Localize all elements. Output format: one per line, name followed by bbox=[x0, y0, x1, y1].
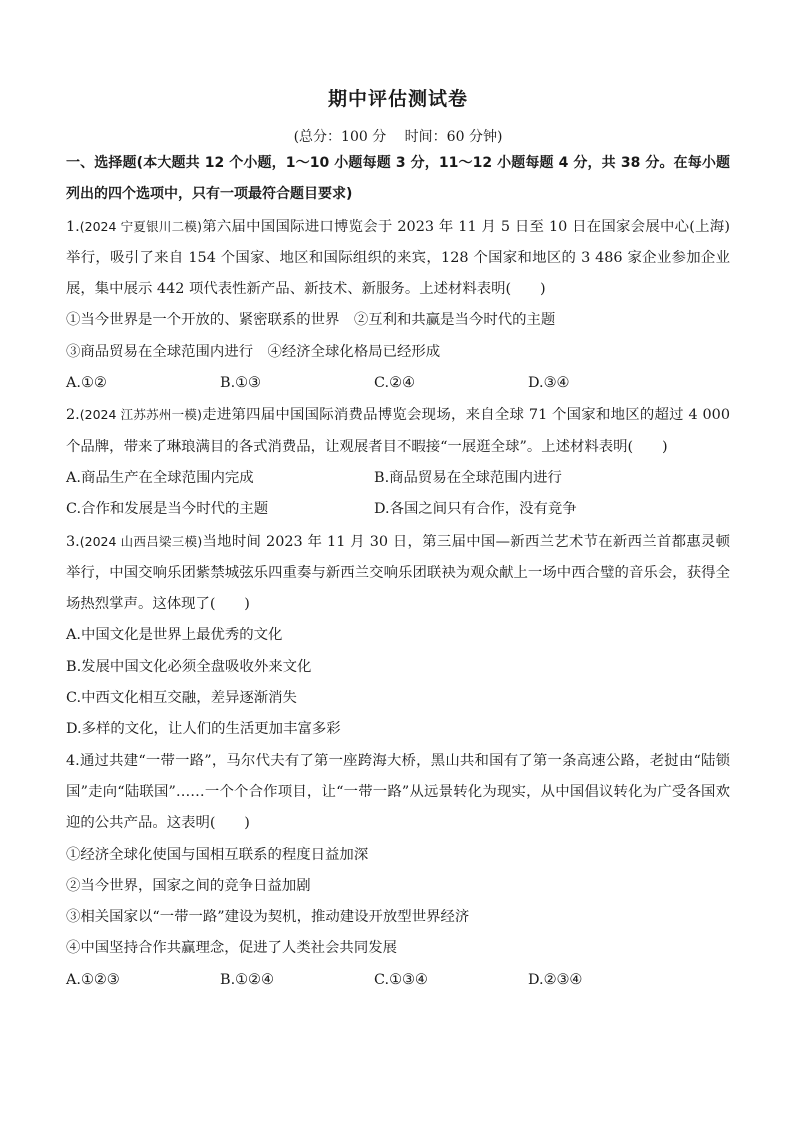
statement-line: ①经济全球化使国与国相互联系的程度日益加深 bbox=[66, 846, 369, 863]
option-c: C.②④ bbox=[374, 375, 415, 392]
question-stem: 当地时间 2023 年 11 月 30 日，第三届中国—新西兰艺术节在新西兰首都惠灵顿举行，中国交响乐团紫禁城弦乐四重奏与新西兰交响乐团联袂为观众献上一场中西合璧的音乐会，获得全场热烈掌声。这体现了( ) bbox=[66, 533, 730, 613]
option-a: A.商品生产在全球范围内完成 bbox=[66, 469, 254, 486]
page-title: 期中评估测试卷 bbox=[327, 88, 468, 110]
statement-line: ②当今世界，国家之间的竞争日益加剧 bbox=[66, 877, 311, 894]
option-b: B.发展中国文化必须全盘吸收外来文化 bbox=[66, 658, 312, 675]
question-number: 3. bbox=[66, 533, 80, 550]
section-heading: 一、选择题(本大题共 12 个小题，1～10 小题每题 3 分，11～12 小题每题 4 分，共 38 分。在每小题列出的四个选项中，只有一项最符合题目要求) bbox=[66, 155, 730, 203]
question-stem: 走进第四届中国国际消费品博览会现场，来自全球 71 个国家和地区的超过 4 000 个品牌，带来了琳琅满目的各式消费品，让观展者目不暇接“一展逛全球”。上述材料表明( ) bbox=[66, 407, 730, 455]
option-b: B.商品贸易在全球范围内进行 bbox=[374, 469, 562, 486]
question-1 bbox=[66, 211, 730, 306]
question-stem: 第六届中国国际进口博览会于 2023 年 11 月 5 日至 10 日在国家会展中心(上海)举行，吸引了来自 154 个国家、地区和国际组织的来宾，128 个国家和地区的 3 486 家企业参加企业展，集中展示 442 项代表性新产品、新技术、新服务。上述材料表明( ) bbox=[66, 218, 730, 298]
option-a: A.①②③ bbox=[66, 971, 120, 988]
option-a: A.中国文化是世界上最优秀的文化 bbox=[66, 627, 283, 644]
question-number: 1. bbox=[66, 218, 80, 235]
option-d: D.②③④ bbox=[528, 971, 583, 988]
option-a: A.①② bbox=[66, 375, 107, 392]
exam-page bbox=[66, 86, 730, 996]
question-2 bbox=[66, 399, 730, 463]
option-b: B.①③ bbox=[220, 375, 261, 392]
statement-line: ③相关国家以“一带一路”建设为契机，推动建设开放型世界经济 bbox=[66, 909, 470, 926]
statement-line: ①当今世界是一个开放的、紧密联系的世界 ②互利和共赢是当今时代的主题 bbox=[66, 312, 556, 329]
answer-options bbox=[66, 368, 730, 399]
exam-info: (总分：100 分 时间：60 分钟) bbox=[293, 129, 503, 145]
question-number: 4. bbox=[66, 752, 80, 769]
option-c: C.合作和发展是当今时代的主题 bbox=[66, 501, 269, 518]
question-source: (2024 宁夏银川二模) bbox=[79, 218, 203, 234]
option-d: D.多样的文化，让人们的生活更加丰富多彩 bbox=[66, 721, 341, 738]
question-stem: 通过共建“一带一路”，马尔代夫有了第一座跨海大桥，黑山共和国有了第一条高速公路，老挝由“陆锁国”走向“陆联国”……一个个合作项目，让“一带一路”从远景转化为现实，从中国倡议转化为广受各国欢迎的公共产品。这表明( ) bbox=[66, 752, 730, 832]
option-c: C.中西文化相互交融，差异逐渐消失 bbox=[66, 690, 297, 707]
question-4 bbox=[66, 746, 730, 840]
option-d: D.各国之间只有合作，没有竞争 bbox=[374, 501, 577, 518]
question-number: 2. bbox=[66, 407, 80, 424]
option-b: B.①②④ bbox=[220, 971, 274, 988]
option-c: C.①③④ bbox=[374, 971, 428, 988]
answer-options bbox=[66, 965, 730, 996]
statement-line: ④中国坚持合作共赢理念，促进了人类社会共同发展 bbox=[66, 940, 397, 957]
option-d: D.③④ bbox=[528, 375, 570, 392]
question-3 bbox=[66, 526, 730, 621]
statement-line: ③商品贸易在全球范围内进行 ④经济全球化格局已经形成 bbox=[66, 343, 441, 360]
question-source: (2024 山西吕梁三模) bbox=[79, 533, 203, 549]
answer-options bbox=[66, 494, 730, 525]
question-source: (2024 江苏苏州一模) bbox=[79, 407, 202, 423]
answer-options bbox=[66, 463, 730, 494]
